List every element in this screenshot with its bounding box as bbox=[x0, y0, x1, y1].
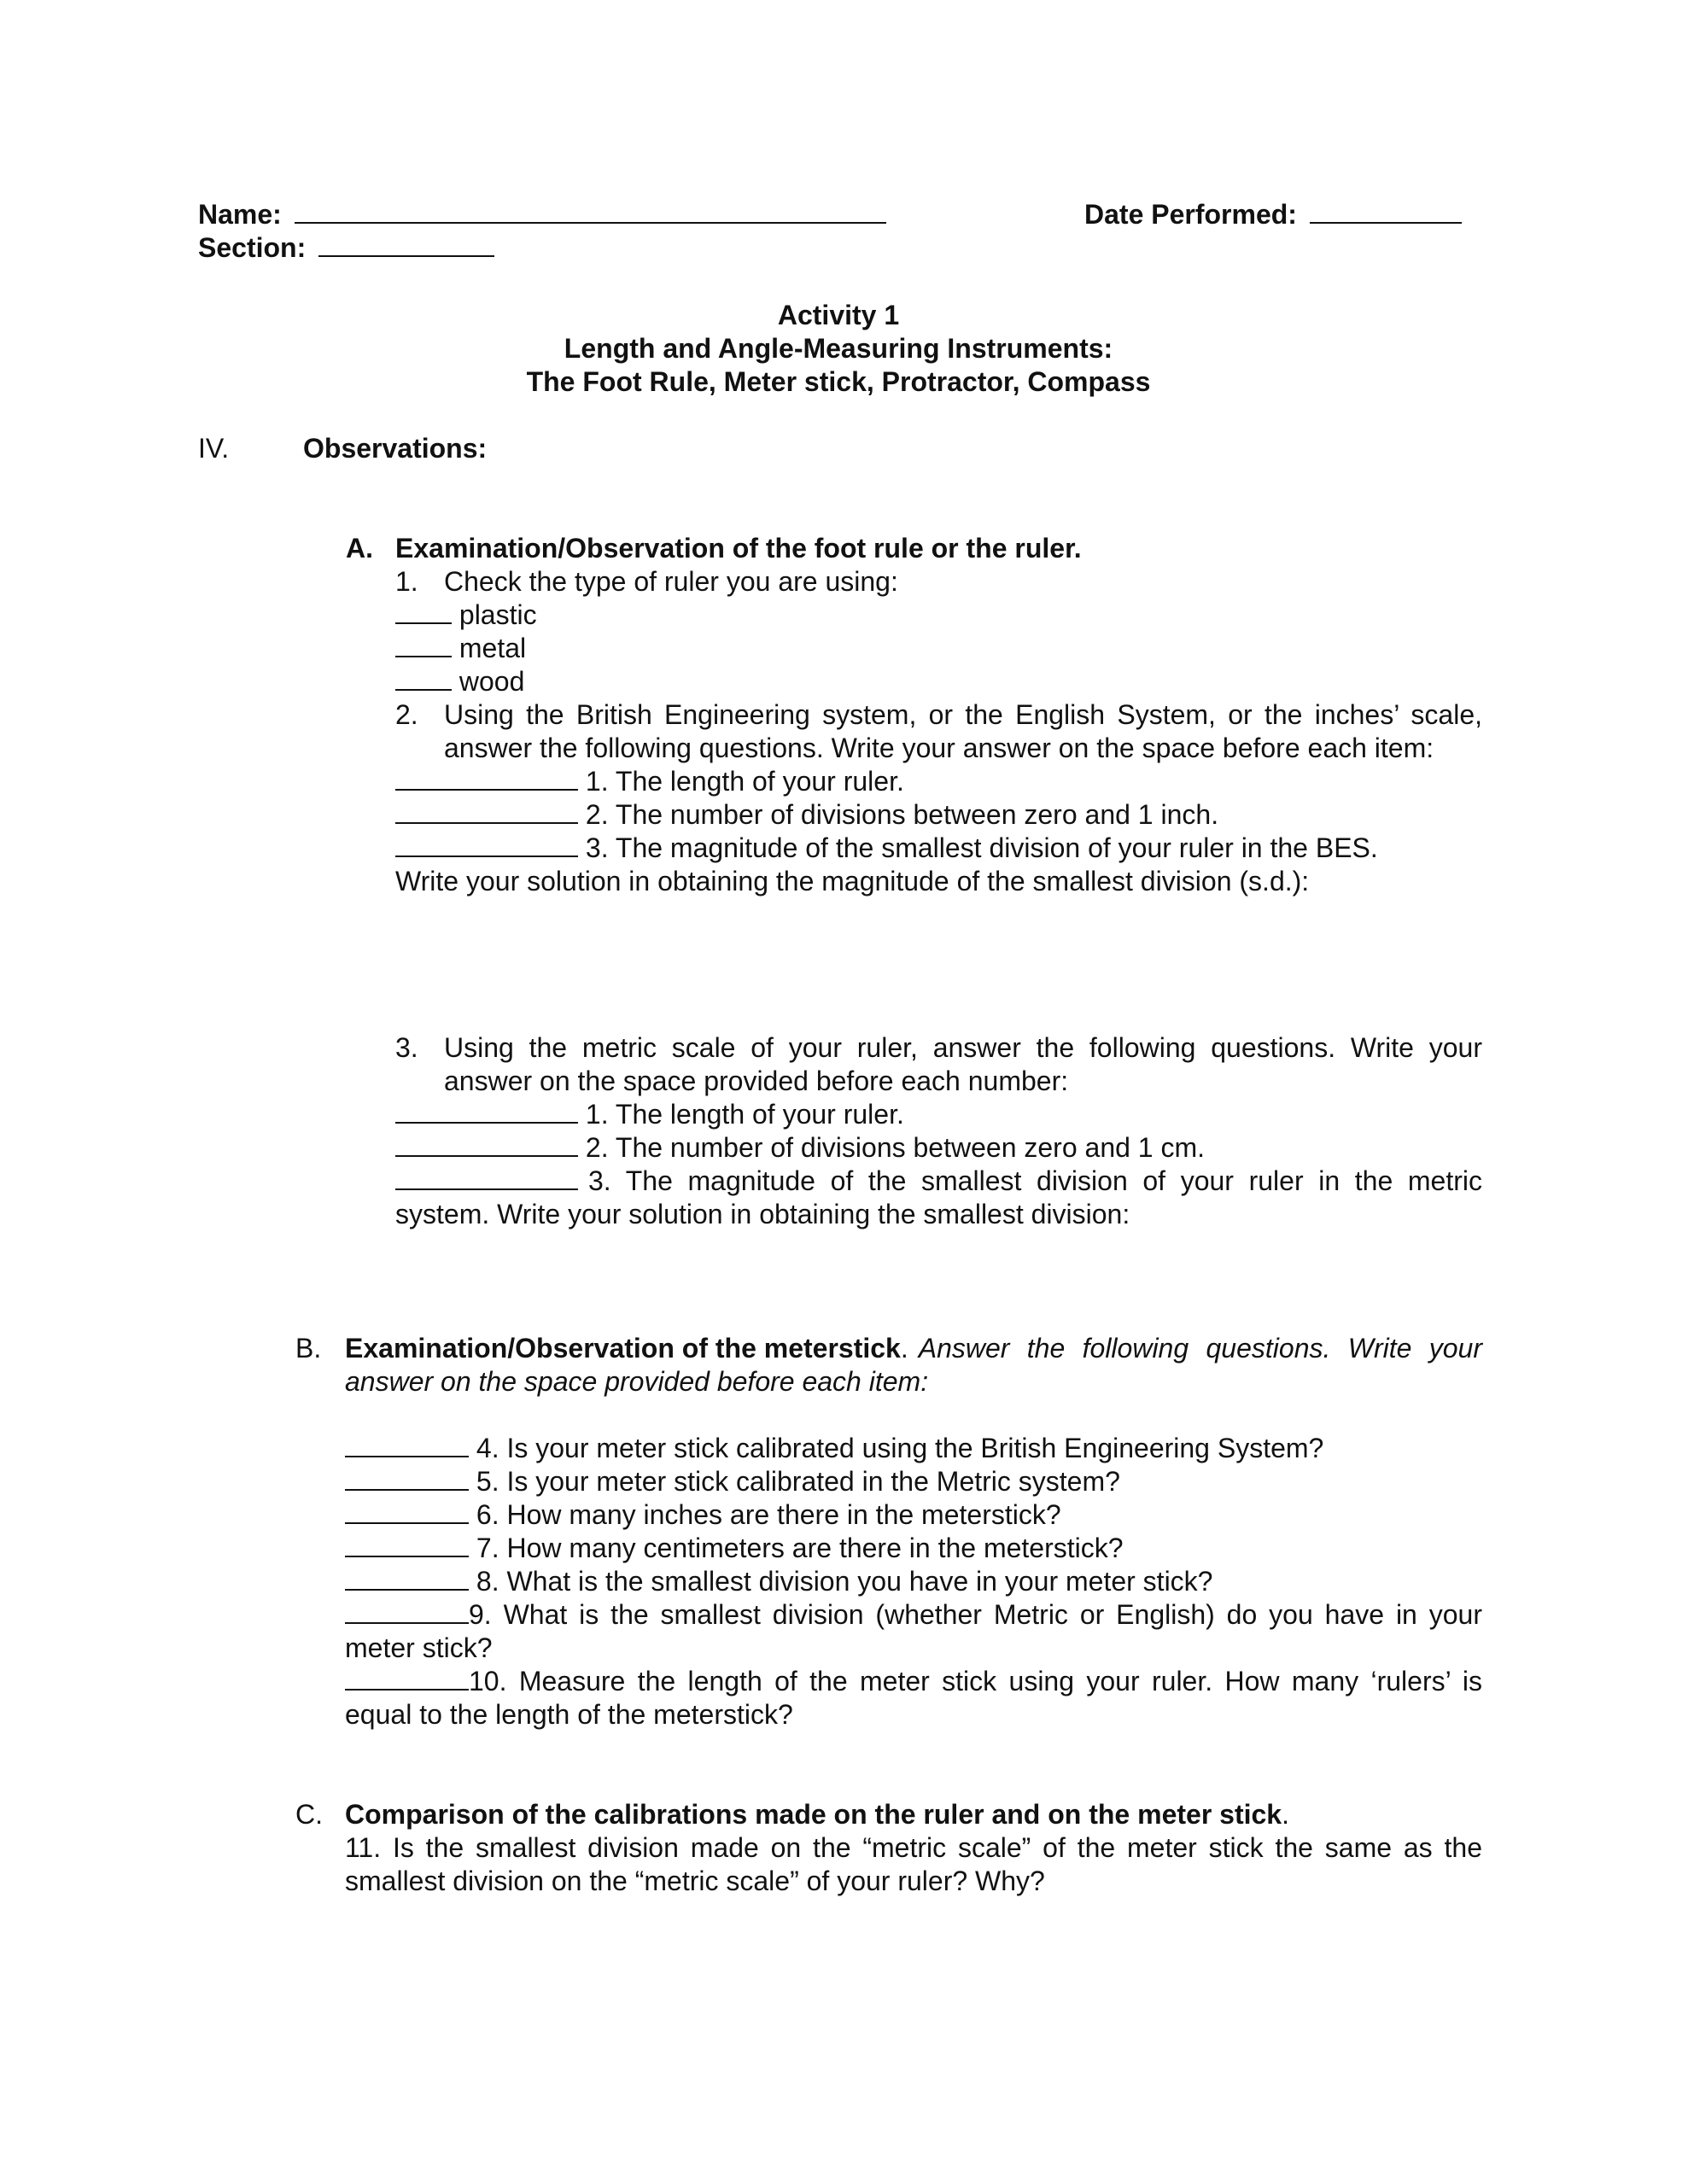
a-q3-item-2 bbox=[395, 1131, 1205, 1165]
a-q3-item-1-blank[interactable] bbox=[395, 1098, 578, 1124]
a-q3-item-3-blank[interactable] bbox=[395, 1165, 578, 1190]
a-q2-item-2-text: 2. The number of divisions between zero and 1 inch. bbox=[585, 799, 1219, 830]
a-q1-text: Check the type of ruler you are using: bbox=[444, 566, 898, 597]
a-q3-item-1 bbox=[395, 1098, 904, 1131]
a-q3-item-1-text: 1. The length of your ruler. bbox=[585, 1099, 904, 1130]
a-q2-item-3 bbox=[395, 832, 1378, 865]
section-a-letter: A. bbox=[346, 533, 373, 564]
b-item-5 bbox=[345, 1465, 1120, 1498]
b-item-10-text-line1: 10. Measure the length of the meter stick using your ruler. How many ‘rulers’ is bbox=[469, 1666, 1482, 1696]
observations-heading: Observations: bbox=[303, 433, 488, 464]
a-q3-text-line1: Using the metric scale of your ruler, answer the following questions. Write your bbox=[444, 1032, 1482, 1063]
option-wood-label: wood bbox=[459, 666, 525, 697]
option-plastic bbox=[395, 599, 537, 632]
option-metal-label: metal bbox=[459, 633, 527, 663]
c-q11-line1: 11. Is the smallest division made on the “metric scale” of the meter stick the same as the bbox=[345, 1832, 1482, 1863]
name-row bbox=[198, 198, 886, 231]
a-q2-item-2-blank[interactable] bbox=[395, 798, 578, 824]
b-item-4 bbox=[345, 1432, 1323, 1465]
b-item-6 bbox=[345, 1498, 1061, 1532]
a-q2-text-line2: answer the following questions. Write your answer on the space before each item: bbox=[444, 733, 1434, 763]
option-wood bbox=[395, 665, 524, 698]
a-q2-item-1-blank[interactable] bbox=[395, 765, 578, 791]
section-label: Section: bbox=[198, 232, 307, 263]
a-q1-number: 1. bbox=[395, 566, 418, 597]
b-item-4-blank[interactable] bbox=[345, 1432, 469, 1457]
a-q2-item-1 bbox=[395, 765, 904, 798]
a-q2-item-1-text: 1. The length of your ruler. bbox=[585, 766, 904, 797]
section-blank[interactable] bbox=[318, 231, 494, 257]
option-metal-blank[interactable] bbox=[395, 632, 452, 657]
a-q3-item-3 bbox=[395, 1165, 1482, 1198]
a-q2-solution-prompt: Write your solution in obtaining the magnitude of the smallest division (s.d.): bbox=[395, 866, 1310, 896]
b-item-9-text-line1: 9. What is the smallest division (whether Metric or English) do you have in your bbox=[469, 1599, 1482, 1630]
date-blank[interactable] bbox=[1310, 198, 1462, 224]
name-blank[interactable] bbox=[295, 198, 886, 224]
section-b-instruction-line1: Answer the following questions. Write your bbox=[918, 1333, 1482, 1364]
b-item-9-text-line2: meter stick? bbox=[345, 1632, 493, 1663]
section-a-title: Examination/Observation of the foot rule or the ruler. bbox=[395, 533, 1082, 564]
section-b-letter: B. bbox=[295, 1333, 322, 1364]
a-q2-item-2 bbox=[395, 798, 1218, 832]
date-label: Date Performed: bbox=[1084, 199, 1297, 230]
b-item-9 bbox=[345, 1598, 1482, 1632]
b-item-6-text: 6. How many inches are there in the meterstick? bbox=[476, 1499, 1061, 1530]
a-q2-item-3-blank[interactable] bbox=[395, 832, 578, 857]
option-wood-blank[interactable] bbox=[395, 665, 452, 691]
a-q3-item-2-blank[interactable] bbox=[395, 1131, 578, 1157]
a-q2-number: 2. bbox=[395, 699, 418, 730]
a-q2-text-line1: Using the British Engineering system, or the English System, or the inches’ scale, bbox=[444, 699, 1482, 730]
b-item-8-text: 8. What is the smallest division you have in your meter stick? bbox=[476, 1566, 1213, 1597]
section-b-heading-line1: Examination/Observation of the meterstick . Answer the following questions. Write your bbox=[345, 1333, 1482, 1364]
b-item-7 bbox=[345, 1532, 1124, 1565]
section-c-letter: C. bbox=[295, 1799, 323, 1830]
b-item-4-text: 4. Is your meter stick calibrated using the British Engineering System? bbox=[476, 1433, 1324, 1463]
option-plastic-label: plastic bbox=[459, 599, 537, 630]
section-b-instruction-line2: answer on the space provided before each item: bbox=[345, 1366, 929, 1397]
c-q11-line2: smallest division on the “metric scale” of your ruler? Why? bbox=[345, 1866, 1045, 1896]
title-line-2: The Foot Rule, Meter stick, Protractor, Compass bbox=[526, 366, 1151, 397]
a-q3-text-line2: answer on the space provided before each number: bbox=[444, 1066, 1069, 1096]
roman-numeral: IV. bbox=[198, 433, 230, 464]
b-item-8-blank[interactable] bbox=[345, 1565, 469, 1591]
b-item-7-blank[interactable] bbox=[345, 1532, 469, 1557]
section-b-title: Examination/Observation of the meterstick bbox=[345, 1333, 901, 1364]
a-q3-number: 3. bbox=[395, 1032, 418, 1063]
name-label: Name: bbox=[198, 199, 282, 230]
b-item-7-text: 7. How many centimeters are there in the meterstick? bbox=[476, 1533, 1124, 1563]
a-q2-item-3-text: 3. The magnitude of the smallest division of your ruler in the BES. bbox=[585, 832, 1378, 863]
option-plastic-blank[interactable] bbox=[395, 599, 452, 624]
option-metal bbox=[395, 632, 526, 665]
b-item-9-blank[interactable] bbox=[345, 1598, 469, 1624]
b-item-5-blank[interactable] bbox=[345, 1465, 469, 1491]
b-item-8 bbox=[345, 1565, 1212, 1598]
date-row bbox=[1084, 198, 1462, 231]
section-row bbox=[198, 231, 494, 265]
a-q3-item-3-text: 3. The magnitude of the smallest division of your ruler in the metric bbox=[588, 1165, 1482, 1196]
activity-title: Activity 1 bbox=[777, 300, 900, 330]
b-item-10-blank[interactable] bbox=[345, 1665, 469, 1691]
b-item-10 bbox=[345, 1665, 1482, 1698]
a-q3-continuation: system. Write your solution in obtaining the smallest division: bbox=[395, 1199, 1130, 1229]
a-q3-item-2-text: 2. The number of divisions between zero and 1 cm. bbox=[585, 1132, 1206, 1163]
title-line-1: Length and Angle-Measuring Instruments: bbox=[564, 333, 1113, 364]
b-item-10-text-line2: equal to the length of the meterstick? bbox=[345, 1699, 793, 1730]
b-item-6-blank[interactable] bbox=[345, 1498, 469, 1524]
b-item-5-text: 5. Is your meter stick calibrated in the Metric system? bbox=[476, 1466, 1120, 1497]
section-c-heading: Comparison of the calibrations made on the ruler and on the meter stick. bbox=[345, 1799, 1289, 1830]
section-c-title: Comparison of the calibrations made on the ruler and on the meter stick bbox=[345, 1799, 1282, 1830]
